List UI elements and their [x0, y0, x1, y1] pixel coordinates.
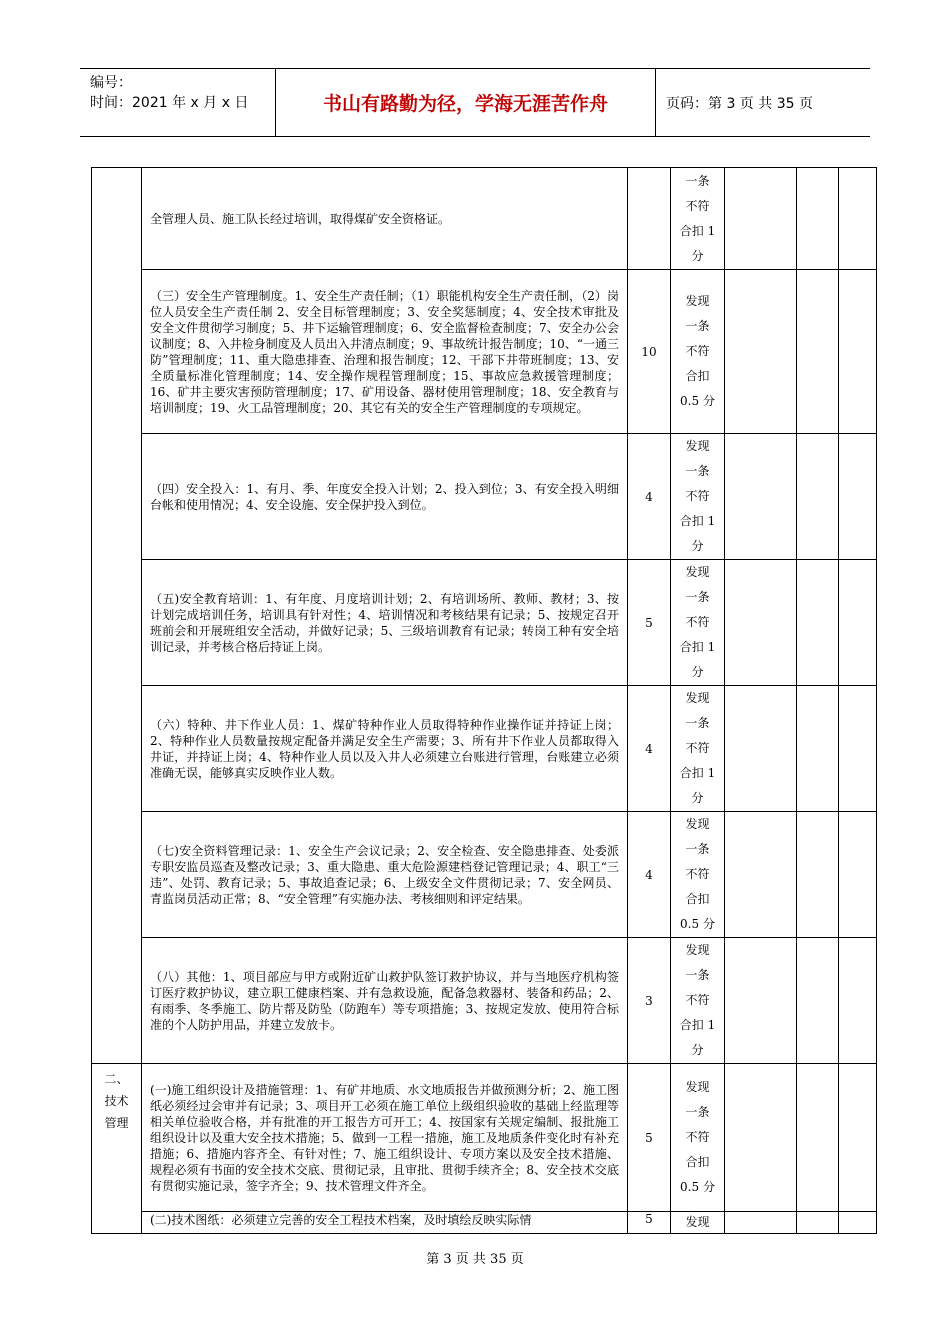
- blank-cell: [797, 812, 839, 938]
- category-cell: 二、 技术 管理: [92, 1064, 142, 1234]
- table-row: [92, 686, 877, 812]
- content-cell: （四）安全投入：1、有月、季、年度安全投入计划；2、投入到位；3、有安全投入明细台帐和使用情况；4、安全设施、安全保护投入到位。: [142, 434, 628, 560]
- score-cell: 5: [628, 1064, 671, 1212]
- content-cell: （六）特种、井下作业人员：1、煤矿特种作业人员取得特种作业操作证并持证上岗；2、特种作业人员数量按规定配备并满足安全生产需要；3、所有井下作业人员都取得入井证，并持证上岗；4、特种作业人员以及入井人必须建立台账进行管理，台账建立必须准确无误，能够真实反映作业人数。: [142, 686, 628, 812]
- criteria-cell: 发现 一条 不符 合扣 1 分: [671, 686, 725, 812]
- content-cell: (一)施工组织设计及措施管理：1、有矿井地质、水文地质报告并做预测分析；2、施工图纸必须经过会审并有记录；3、项目开工必须在施工单位上级组织验收的基础上经监理等相关单位验收合格，并有批准的开工报告方可开工；4、按国家有关规定编制、报批施工组织设计以及重大安全技术措施；5、做到一工程一措施，施工及地质条件变化时有补充措施；6、措施内容齐全、有针对性；7、施工组织设计、专项方案以及安全技术措施、规程必须有书面的安全技术交底、贯彻记录，且审批、贯彻手续齐全；8、安全技术交底有贯彻实施记录，签字齐全；9、技术管理文件齐全。: [142, 1064, 628, 1212]
- table-row: [92, 168, 877, 270]
- criteria-cell: 发现 一条 不符 合扣 0.5 分: [671, 270, 725, 434]
- blank-cell: [839, 1212, 877, 1234]
- blank-cell: [839, 434, 877, 560]
- blank-cell: [725, 434, 797, 560]
- blank-cell: [797, 270, 839, 434]
- table-row: [92, 434, 877, 560]
- score-cell: [628, 168, 671, 270]
- category-cell: [92, 168, 142, 1064]
- score-cell: 4: [628, 812, 671, 938]
- table-row: [92, 938, 877, 1064]
- blank-cell: [797, 560, 839, 686]
- criteria-cell: 发现 一条 不符 合扣 0.5 分: [671, 1064, 725, 1212]
- blank-cell: [797, 1212, 839, 1234]
- blank-cell: [725, 686, 797, 812]
- content-cell: （五)安全教育培训：1、有年度、月度培训计划；2、有培训场所、教师、教材；3、按计划完成培训任务，培训具有针对性；4、培训情况和考核结果有记录；5、按规定召开班前会和开展班组安全活动，并做好记录；5、三级培训教育有记录；转岗工种有安全培训记录，并考核合格后持证上岗。: [142, 560, 628, 686]
- blank-cell: [839, 560, 877, 686]
- score-cell: 4: [628, 686, 671, 812]
- blank-cell: [725, 168, 797, 270]
- content-cell: （三）安全生产管理制度。1、安全生产责任制；（1）职能机构安全生产责任制，（2）岗位人员安全生产责任制 2、安全目标管理制度；3、安全奖惩制度；4、安全技术审批及安全文件贯彻学习制度；5、井下运输管理制度；6、安全监督检查制度；7、安全办公会议制度；8、入井检身制度及人员出入井清点制度；9、事故统计报告制度；10、“一通三防”管理制度；11、重大隐患排查、治理和报告制度；12、干部下井带班制度；13、安全质量标准化管理制度；14、安全操作规程管理制度；15、事故应急救援管理制度；16、矿井主要灾害预防管理制度；17、矿用设备、器材使用管理制度；18、安全教育与培训制度；19、火工品管理制度；20、其它有关的安全生产管理制度的专项规定。: [142, 270, 628, 434]
- content-cell: （七)安全资料管理记录：1、安全生产会议记录；2、安全检查、安全隐患排查、处委派专职安监员巡查及整改记录；3、重大隐患、重大危险源建档登记管理记录；4、职工“三违”、处罚、教育记录；5、事故追查记录；6、上级安全文件贯彻记录；7、安全网员、青监岗员活动正常；8、“安全管理”有实施办法、考核细则和评定结果。: [142, 812, 628, 938]
- content-cell: （八）其他：1、项目部应与甲方或附近矿山救护队签订救护协议，并与当地医疗机构签订医疗救护协议，建立职工健康档案、并有急救设施，配备急救器材、装备和药品；2、有雨季、冬季施工、防片帮及防坠（防跑车）等专项措施；3、按规定发放、使用符合标准的个人防护用品，并建立发放卡。: [142, 938, 628, 1064]
- blank-cell: [725, 560, 797, 686]
- blank-cell: [797, 686, 839, 812]
- criteria-cell: 发现 一条 不符 合扣 1 分: [671, 560, 725, 686]
- header-divider: [655, 69, 656, 136]
- blank-cell: [839, 812, 877, 938]
- score-cell: 4: [628, 434, 671, 560]
- page-label: 页码：第 3 页 共 35 页: [666, 96, 813, 112]
- blank-cell: [839, 686, 877, 812]
- content-cell: (二)技术图纸：必须建立完善的安全工程技术档案，及时填绘反映实际情: [142, 1212, 628, 1234]
- table-row: [92, 1212, 877, 1234]
- blank-cell: [839, 168, 877, 270]
- blank-cell: [797, 434, 839, 560]
- blank-cell: [797, 938, 839, 1064]
- table-row: [92, 560, 877, 686]
- page-header: [80, 68, 870, 137]
- score-cell: 10: [628, 270, 671, 434]
- blank-cell: [839, 1064, 877, 1212]
- blank-cell: [725, 1064, 797, 1212]
- table-row: [92, 812, 877, 938]
- table-row: [92, 270, 877, 434]
- criteria-cell: 发现: [671, 1212, 725, 1234]
- header-motto: 书山有路勤为径，学海无涯苦作舟: [322, 93, 608, 115]
- criteria-cell: 发现 一条 不符 合扣 1 分: [671, 938, 725, 1064]
- content-cell: 全管理人员、施工队长经过培训，取得煤矿安全资格证。: [142, 168, 628, 270]
- number-label: 编号：: [90, 75, 132, 91]
- blank-cell: [725, 938, 797, 1064]
- criteria-cell: 发现 一条 不符 合扣 1 分: [671, 434, 725, 560]
- header-meta: [90, 73, 248, 113]
- date-label: 时间：2021 年 x 月 x 日: [90, 95, 249, 111]
- blank-cell: [839, 270, 877, 434]
- blank-cell: [797, 1064, 839, 1212]
- page-footer: 第 3 页 共 35 页: [426, 1252, 524, 1267]
- score-cell: 5: [628, 1212, 671, 1234]
- criteria-cell: 发现 一条 不符 合扣 0.5 分: [671, 812, 725, 938]
- score-cell: 3: [628, 938, 671, 1064]
- blank-cell: [725, 270, 797, 434]
- blank-cell: [725, 812, 797, 938]
- score-cell: 5: [628, 560, 671, 686]
- table-row: [92, 1064, 877, 1212]
- blank-cell: [725, 1212, 797, 1234]
- blank-cell: [797, 168, 839, 270]
- blank-cell: [839, 938, 877, 1064]
- criteria-cell: 一条 不符 合扣 1 分: [671, 168, 725, 270]
- assessment-table: [91, 167, 877, 1234]
